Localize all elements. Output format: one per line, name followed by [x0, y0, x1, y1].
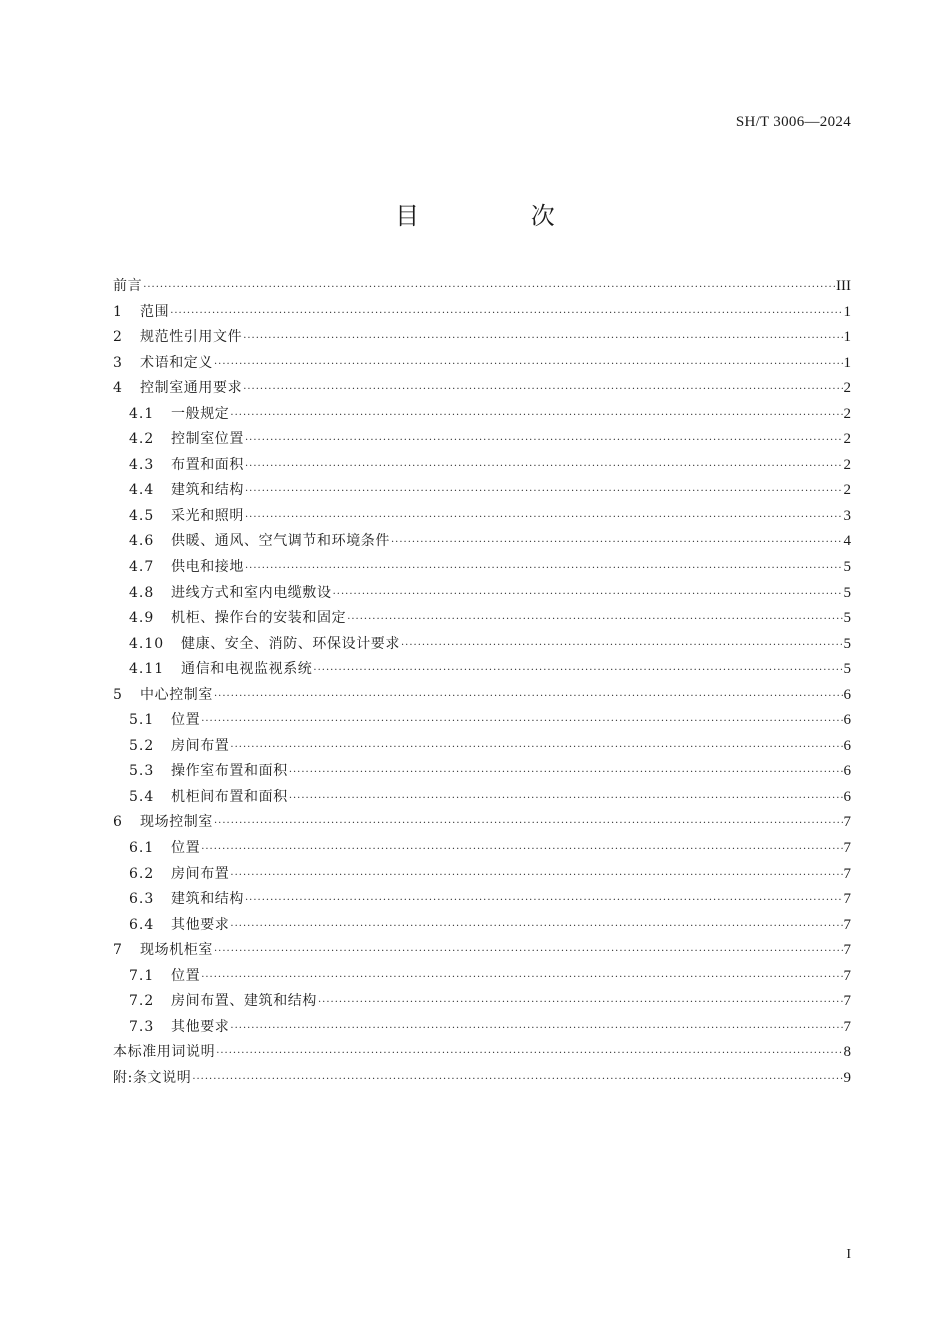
- toc-entry[interactable]: [113, 1040, 851, 1066]
- toc-leader-dots: [318, 990, 843, 1016]
- toc-entry-number: 4.6: [129, 533, 155, 550]
- toc-leader-dots: [401, 633, 843, 659]
- toc-leader-dots: [230, 403, 842, 429]
- toc-leader-dots: [245, 428, 843, 454]
- toc-entry[interactable]: [113, 325, 851, 351]
- toc-entry-label: 建筑和结构: [171, 482, 244, 499]
- toc-entry-number: 5.4: [129, 788, 155, 805]
- toc-entry-number: 4.8: [129, 584, 155, 601]
- toc-entry-page: 1: [843, 329, 851, 346]
- toc-entry[interactable]: [113, 529, 851, 555]
- toc-entry-page: 5: [843, 610, 851, 627]
- toc-entry-label: 规范性引用文件: [140, 329, 243, 346]
- toc-entry[interactable]: [113, 427, 851, 453]
- toc-entry-label: 房间布置: [171, 737, 230, 754]
- toc-entry[interactable]: [113, 810, 851, 836]
- toc-entry-page: 7: [843, 1018, 851, 1035]
- toc-entry-label: 通信和电视监视系统: [181, 661, 313, 678]
- toc-entry-page: 7: [843, 967, 851, 984]
- toc-entry-number: 1: [113, 303, 122, 320]
- toc-leader-dots: [230, 1016, 842, 1042]
- toc-entry[interactable]: [113, 964, 851, 990]
- toc-entry-page: 5: [843, 584, 851, 601]
- toc-leader-dots: [347, 607, 842, 633]
- toc-leader-dots: [230, 735, 842, 761]
- toc-leader-dots: [333, 582, 843, 608]
- toc-entry-page: 6: [843, 763, 851, 780]
- toc-leader-dots: [230, 863, 842, 889]
- toc-entry-page: 7: [843, 814, 851, 831]
- page-title: 目 次: [395, 202, 607, 230]
- toc-entry-number: 7.2: [129, 993, 155, 1010]
- toc-leader-dots: [245, 556, 843, 582]
- toc-entry-label: 机柜间布置和面积: [171, 788, 288, 805]
- table-of-contents: [113, 274, 851, 1092]
- toc-entry-page: 7: [843, 916, 851, 933]
- toc-entry-page: 7: [843, 942, 851, 959]
- toc-entry-page: 7: [843, 993, 851, 1010]
- toc-leader-dots: [243, 326, 842, 352]
- toc-entry-number: 6.2: [129, 865, 155, 882]
- toc-entry-label: 中心控制室: [140, 686, 213, 703]
- toc-entry-number: 4.4: [129, 482, 155, 499]
- toc-entry[interactable]: [113, 862, 851, 888]
- toc-entry-number: 7.3: [129, 1018, 155, 1035]
- toc-entry-page: 1: [843, 354, 851, 371]
- toc-entry-page: 2: [843, 482, 851, 499]
- toc-entry-label: 附:条文说明: [113, 1069, 192, 1086]
- toc-entry-label: 范围: [140, 303, 170, 320]
- toc-entry-label: 术语和定义: [140, 354, 213, 371]
- toc-entry[interactable]: [113, 504, 851, 530]
- toc-entry-label: 控制室通用要求: [140, 380, 243, 397]
- toc-entry[interactable]: [113, 938, 851, 964]
- toc-leader-dots: [230, 914, 842, 940]
- toc-entry-page: 6: [843, 686, 851, 703]
- toc-leader-dots: [214, 684, 843, 710]
- toc-entry-page: 7: [843, 891, 851, 908]
- toc-entry-label: 机柜、操作台的安装和固定: [171, 610, 347, 627]
- toc-entry-label: 本标准用词说明: [113, 1044, 216, 1061]
- toc-leader-dots: [214, 811, 843, 837]
- toc-leader-dots: [243, 377, 842, 403]
- toc-entry-page: 6: [843, 737, 851, 754]
- toc-leader-dots: [245, 454, 843, 480]
- toc-entry-page: 3: [843, 507, 851, 524]
- toc-entry-label: 布置和面积: [171, 456, 244, 473]
- toc-entry-number: 7: [113, 942, 122, 959]
- toc-entry-label: 前言: [113, 278, 143, 294]
- toc-leader-dots: [313, 658, 842, 684]
- toc-entry[interactable]: [113, 453, 851, 479]
- toc-entry[interactable]: [113, 1015, 851, 1041]
- toc-entry[interactable]: [113, 836, 851, 862]
- toc-entry[interactable]: [113, 632, 851, 658]
- toc-entry-page: 6: [843, 712, 851, 729]
- page-number: I: [846, 1247, 851, 1262]
- toc-entry-page: 5: [843, 559, 851, 576]
- toc-entry-number: 4: [113, 380, 122, 397]
- toc-entry-label: 位置: [171, 967, 201, 984]
- toc-leader-dots: [216, 1041, 842, 1067]
- toc-entry[interactable]: [113, 376, 851, 402]
- toc-entry-number: 6: [113, 814, 122, 831]
- toc-entry[interactable]: [113, 1066, 851, 1092]
- toc-entry-number: 7.1: [129, 967, 155, 984]
- toc-entry-page: 2: [843, 431, 851, 448]
- toc-entry-label: 操作室布置和面积: [171, 763, 288, 780]
- toc-entry-page: 6: [843, 788, 851, 805]
- toc-entry-page: 7: [843, 865, 851, 882]
- toc-entry-label: 采光和照明: [171, 507, 244, 524]
- toc-entry-number: 4.1: [129, 405, 155, 422]
- toc-entry-label: 位置: [171, 840, 201, 857]
- toc-entry-number: 5: [113, 686, 122, 703]
- toc-entry[interactable]: [113, 913, 851, 939]
- toc-entry-label: 其他要求: [171, 916, 230, 933]
- toc-leader-dots: [201, 709, 842, 735]
- toc-entry[interactable]: [113, 478, 851, 504]
- toc-leader-dots: [289, 760, 843, 786]
- toc-entry[interactable]: [113, 274, 851, 300]
- toc-entry-number: 4.10: [129, 635, 165, 652]
- toc-entry[interactable]: [113, 683, 851, 709]
- toc-entry[interactable]: [113, 785, 851, 811]
- toc-entry-number: 6.4: [129, 916, 155, 933]
- toc-entry-number: 4.9: [129, 610, 155, 627]
- toc-leader-dots: [245, 888, 843, 914]
- toc-entry-label: 房间布置: [171, 865, 230, 882]
- toc-entry-label: 现场控制室: [140, 814, 213, 831]
- toc-entry[interactable]: [113, 708, 851, 734]
- toc-entry-number: 4.7: [129, 559, 155, 576]
- toc-entry[interactable]: [113, 606, 851, 632]
- toc-entry-page: 1: [843, 303, 851, 320]
- toc-entry-label: 现场机柜室: [140, 942, 213, 959]
- toc-entry-number: 5.1: [129, 712, 155, 729]
- toc-entry-label: 健康、安全、消防、环保设计要求: [181, 635, 400, 652]
- toc-entry[interactable]: [113, 734, 851, 760]
- toc-entry-number: 6.3: [129, 891, 155, 908]
- toc-leader-dots: [170, 301, 842, 327]
- toc-entry-number: 5.2: [129, 737, 155, 754]
- toc-leader-dots: [245, 505, 843, 531]
- toc-entry-page: 2: [843, 456, 851, 473]
- toc-entry[interactable]: [113, 300, 851, 326]
- toc-entry-number: 4.11: [129, 661, 165, 678]
- toc-entry[interactable]: [113, 402, 851, 428]
- toc-entry-page: 2: [843, 405, 851, 422]
- toc-leader-dots: [214, 352, 843, 378]
- toc-entry[interactable]: [113, 989, 851, 1015]
- toc-leader-dots: [245, 479, 843, 505]
- toc-entry[interactable]: [113, 887, 851, 913]
- toc-entry-page: 5: [843, 661, 851, 678]
- toc-leader-dots: [192, 1067, 842, 1093]
- toc-entry-number: 4.3: [129, 456, 155, 473]
- toc-entry-number: 4.5: [129, 507, 155, 524]
- toc-entry[interactable]: [113, 555, 851, 581]
- toc-entry-number: 5.3: [129, 763, 155, 780]
- toc-entry-label: 建筑和结构: [171, 891, 244, 908]
- toc-entry-label: 其他要求: [171, 1018, 230, 1035]
- toc-entry-page: 4: [843, 533, 851, 550]
- document-code: SH/T 3006—2024: [735, 114, 851, 130]
- toc-entry-label: 供电和接地: [171, 559, 244, 576]
- toc-entry-number: 4.2: [129, 431, 155, 448]
- toc-entry-label: 供暖、通风、空气调节和环境条件: [171, 533, 390, 550]
- toc-entry-label: 进线方式和室内电缆敷设: [171, 584, 332, 601]
- toc-entry-number: 6.1: [129, 840, 155, 857]
- toc-entry-page: III: [836, 278, 851, 294]
- toc-entry-label: 一般规定: [171, 405, 230, 422]
- toc-entry-number: 2: [113, 329, 122, 346]
- toc-entry[interactable]: [113, 759, 851, 785]
- toc-entry-label: 房间布置、建筑和结构: [171, 993, 317, 1010]
- toc-leader-dots: [214, 939, 843, 965]
- toc-entry[interactable]: [113, 657, 851, 683]
- toc-leader-dots: [289, 786, 843, 812]
- toc-entry-page: 5: [843, 635, 851, 652]
- toc-entry-label: 控制室位置: [171, 431, 244, 448]
- toc-entry[interactable]: [113, 351, 851, 377]
- toc-entry-page: 7: [843, 840, 851, 857]
- toc-leader-dots: [201, 837, 842, 863]
- toc-leader-dots: [201, 965, 842, 991]
- toc-leader-dots: [143, 275, 835, 301]
- toc-entry-page: 2: [843, 380, 851, 397]
- toc-entry-number: 3: [113, 354, 122, 371]
- toc-entry-page: 9: [843, 1069, 851, 1086]
- toc-entry[interactable]: [113, 581, 851, 607]
- toc-leader-dots: [391, 530, 843, 556]
- toc-entry-label: 位置: [171, 712, 201, 729]
- toc-entry-page: 8: [843, 1044, 851, 1061]
